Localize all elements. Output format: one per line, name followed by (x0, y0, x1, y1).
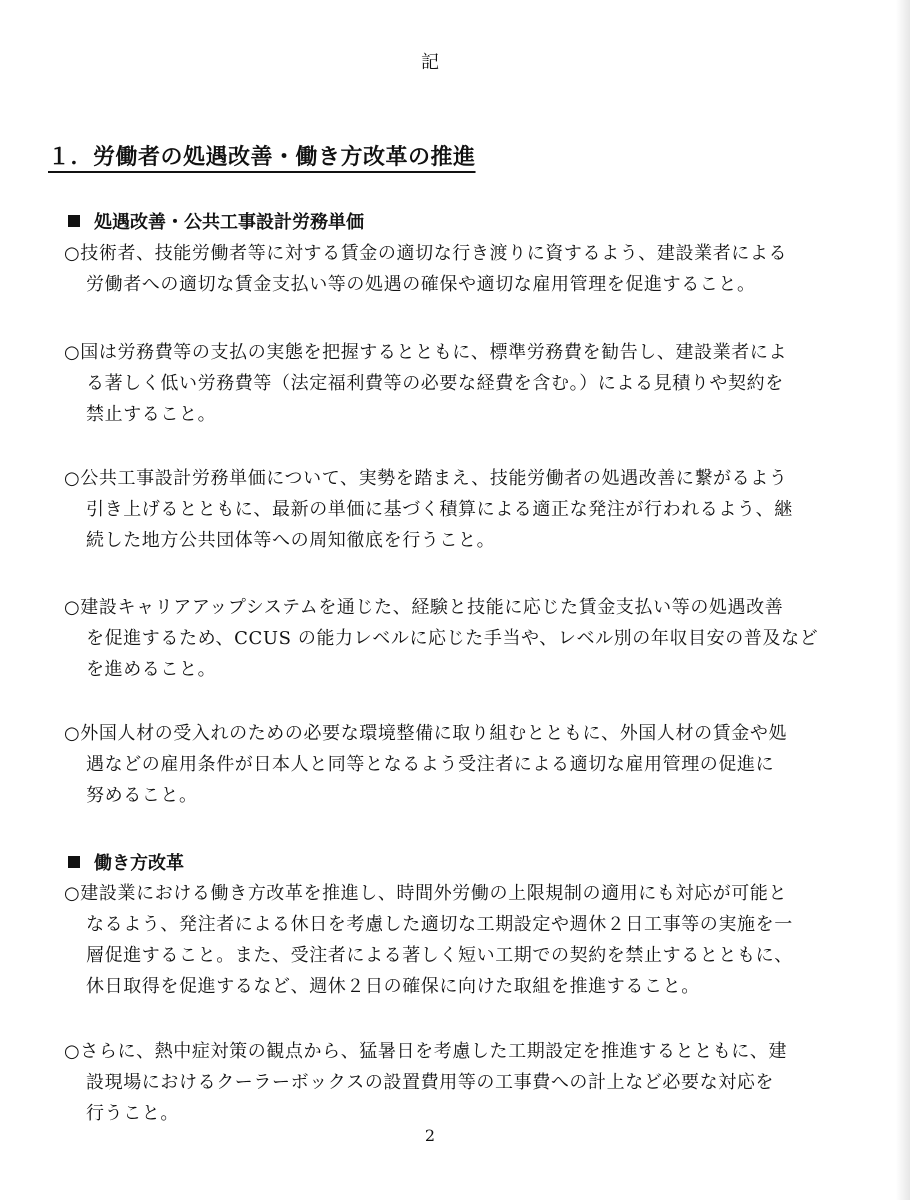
paragraph-line: ○外国人材の受入れのための必要な環境整備に取り組むとともに、外国人材の賃金や処 (64, 723, 788, 744)
paragraph-line: ○技術者、技能労働者等に対する賃金の適切な行き渡りに資するよう、建設業者による (64, 243, 788, 264)
paragraph-line: ○建設キャリアアップシステムを通じた、経験と技能に応じた賃金支払い等の処遇改善 (64, 597, 784, 618)
paragraph-line: 労働者への適切な賃金支払い等の処遇の確保や適切な雇用管理を促進すること。 (86, 274, 756, 295)
paragraph-line: 禁止すること。 (86, 404, 217, 425)
square-bullet-icon (68, 215, 80, 227)
paragraph (64, 718, 814, 811)
paragraph-line: 休日取得を促進するなど、週休２日の確保に向けた取組を推進すること。 (86, 976, 700, 997)
paragraph (64, 337, 814, 430)
paragraph (64, 463, 814, 556)
paragraph-line: を進めること。 (86, 659, 217, 680)
paragraph-line: 遇などの雇用条件が日本人と同等となるよう受注者による適切な雇用管理の促進に (86, 754, 775, 775)
paragraph-line: 努めること。 (86, 785, 198, 806)
paragraph-line: ○公共工事設計労務単価について、実勢を踏まえ、技能労働者の処遇改善に繋がるよう (64, 468, 788, 489)
paragraph (64, 238, 814, 300)
paragraph-line: 引き上げるとともに、最新の単価に基づく積算による適正な発注が行われるよう、継 (86, 499, 793, 520)
subsection-title: 働き方改革 (94, 853, 184, 874)
square-bullet-icon (68, 856, 80, 868)
subsection-heading-work-style (68, 849, 184, 875)
paragraph-line: を促進するため、CCUS の能力レベルに応じた手当や、レベル別の年収目安の普及など (86, 628, 819, 649)
subsection-title: 処遇改善・公共工事設計労務単価 (94, 212, 364, 233)
paragraph-line: ○建設業における働き方改革を推進し、時間外労働の上限規制の適用にも対応が可能と (64, 883, 788, 904)
page-number: 2 (424, 1126, 436, 1145)
paragraph-line: 層促進すること。また、受注者による著しく短い工期での契約を禁止するとともに、 (86, 945, 793, 966)
paragraph-line: なるよう、発注者による休日を考慮した適切な工期設定や週休２日工事等の実施を一 (86, 914, 793, 935)
paragraph-line: 行うこと。 (86, 1103, 179, 1124)
subsection-heading-wages (68, 208, 364, 234)
ki-marker: 記 (421, 52, 439, 73)
paragraph-line: ○さらに、熱中症対策の観点から、猛暑日を考慮した工期設定を推進するとともに、建 (64, 1041, 788, 1062)
paragraph-line: ○国は労務費等の支払の実態を把握するとともに、標準労務費を勧告し、建設業者によ (64, 342, 788, 363)
paragraph (64, 1036, 814, 1129)
page-edge-shadow (896, 0, 910, 1200)
section-heading: １．労働者の処遇改善・働き方改革の推進 (48, 144, 476, 170)
paragraph (64, 592, 819, 685)
paragraph-line: 続した地方公共団体等への周知徹底を行うこと。 (86, 530, 496, 551)
paragraph-line: 設現場におけるクーラーボックスの設置費用等の工事費への計上など必要な対応を (86, 1072, 775, 1093)
paragraph-line: る著しく低い労務費等（法定福利費等の必要な経費を含む。）による見積りや契約を (86, 373, 784, 394)
paragraph (64, 878, 814, 1002)
